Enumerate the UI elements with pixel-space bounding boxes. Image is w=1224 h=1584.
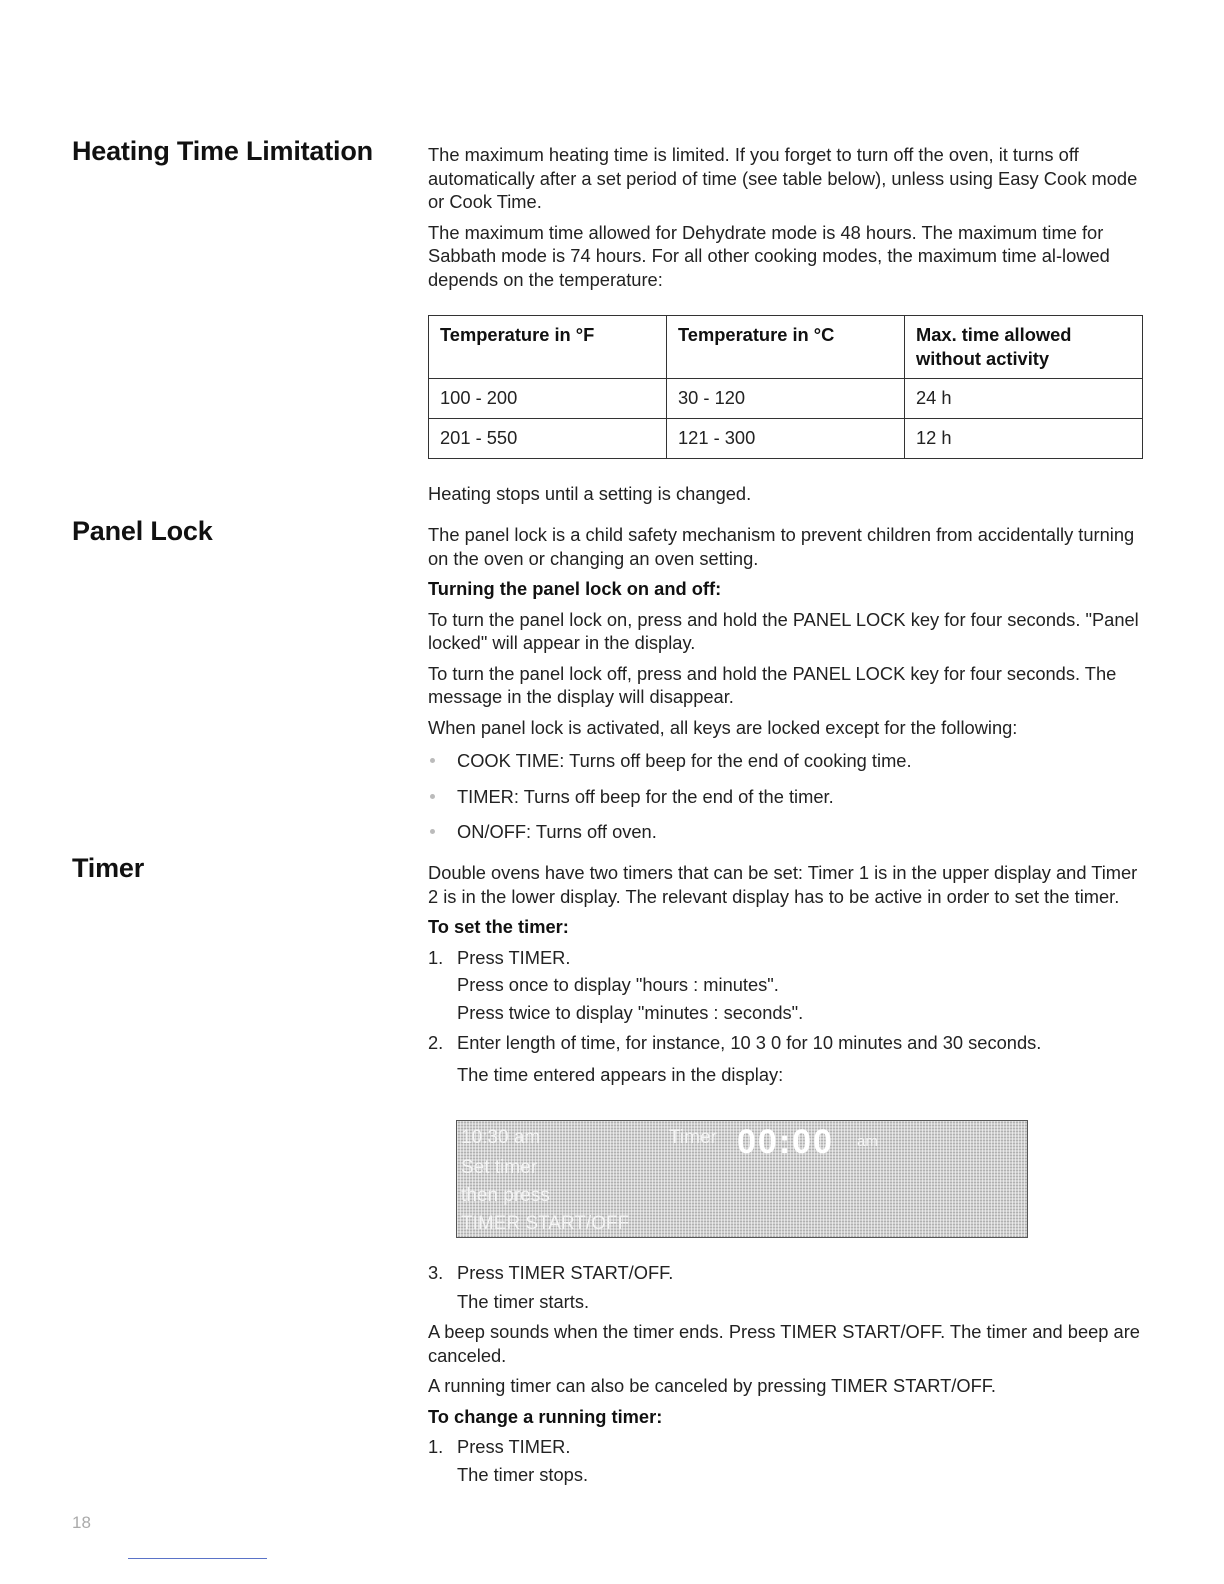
step-number: 1. bbox=[428, 946, 444, 968]
step-text: Enter length of time, for instance, 10 3 0 for 10 minutes and 30 seconds. bbox=[457, 1032, 1042, 1053]
heading-heating-time-limitation: Heating Time Limitation bbox=[72, 136, 373, 166]
panel-lock-paragraph-4: When panel lock is activated, all keys are locked except for the following: bbox=[428, 716, 1018, 738]
timer-step-2-detail: The time entered appears in the display: bbox=[457, 1063, 784, 1085]
table-cell: 12 h bbox=[905, 419, 1143, 459]
timer-step-1-detail-a: Press once to display "hours : minutes". bbox=[457, 974, 779, 995]
list-item bbox=[428, 785, 1144, 809]
heating-stops-note: Heating stops until a setting is changed. bbox=[428, 483, 752, 504]
panel-lock-exceptions-list bbox=[428, 749, 1144, 844]
timer-change-step-1-detail: The timer stops. bbox=[457, 1463, 589, 1485]
step-number: 2. bbox=[428, 1032, 444, 1053]
heading-panel-lock: Panel Lock bbox=[72, 516, 213, 546]
list-item-text: TIMER: Turns off beep for the end of the timer. bbox=[457, 785, 834, 807]
list-item bbox=[428, 820, 1144, 844]
timer-subheading-change: To change a running timer: bbox=[428, 1405, 663, 1427]
table-cell: 100 - 200 bbox=[429, 379, 667, 419]
timer-subheading-set: To set the timer: bbox=[428, 916, 569, 937]
step-number: 1. bbox=[428, 1436, 444, 1457]
timer-step-3-detail: The timer starts. bbox=[457, 1290, 590, 1312]
oven-display-illustration bbox=[456, 1120, 1028, 1238]
list-item-text: COOK TIME: Turns off beep for the end of cooking time. bbox=[457, 750, 912, 771]
list-item bbox=[428, 749, 1144, 773]
panel-lock-paragraph-1: The panel lock is a child safety mechanism to prevent children from accidentally turning on the oven or changing an oven setting. bbox=[428, 524, 1135, 569]
panel-lock-subheading: Turning the panel lock on and off: bbox=[428, 578, 722, 599]
step-text: Press TIMER. bbox=[457, 946, 571, 968]
table-header-max-time: Max. time allowed without activity bbox=[905, 316, 1143, 379]
table-header-row bbox=[429, 316, 1143, 379]
table-cell: 121 - 300 bbox=[667, 419, 905, 459]
display-line-timer-start-off: TIMER START/OFF bbox=[461, 1213, 630, 1234]
panel-lock-paragraph-2: To turn the panel lock on, press and hold the PANEL LOCK key for four seconds. "Panel locked" will appear in the display. bbox=[428, 608, 1139, 653]
heading-timer: Timer bbox=[72, 853, 145, 883]
bullet-dot-icon bbox=[430, 794, 435, 799]
heating-after-table bbox=[428, 482, 1144, 506]
table-row bbox=[429, 419, 1143, 459]
display-line-set-timer: Set timer bbox=[461, 1157, 538, 1178]
timer-text-block-2 bbox=[428, 1261, 1144, 1486]
table-header-celsius: Temperature in °C bbox=[667, 316, 905, 379]
panel-lock-text-block bbox=[428, 523, 1144, 844]
timer-paragraph-1: Double ovens have two timers that can be set: Timer 1 is in the upper display and Timer 2 is in the lower display. The relevant display has to be active in order to set the timer. bbox=[428, 862, 1138, 907]
display-timer-label: Timer bbox=[669, 1127, 717, 1148]
timer-step-1-detail-b: Press twice to display "minutes : seconds". bbox=[457, 1001, 804, 1023]
panel-lock-paragraph-3: To turn the panel lock off, press and hold the PANEL LOCK key for four seconds. The message in the display will disappear. bbox=[428, 662, 1117, 707]
display-clock: 10:30 am bbox=[461, 1127, 541, 1148]
timer-step-1 bbox=[428, 946, 1144, 970]
table-cell: 30 - 120 bbox=[667, 379, 905, 419]
bullet-dot-icon bbox=[430, 758, 435, 763]
step-text: Press TIMER. bbox=[457, 1436, 571, 1457]
heating-paragraph-1: The maximum heating time is limited. If you forget to turn off the oven, it turns off automatically after a set period of time (see table below), unless using Easy Cook mode or Cook Time. bbox=[428, 144, 1138, 212]
timer-paragraph-2: A beep sounds when the timer ends. Press TIMER START/OFF. The timer and beep are canceled. bbox=[428, 1321, 1140, 1366]
display-time-readout: 00:00 bbox=[737, 1123, 834, 1161]
display-line-then-press: then press bbox=[461, 1185, 550, 1206]
timer-step-3 bbox=[428, 1261, 1144, 1285]
heating-text-block bbox=[428, 143, 1144, 291]
footer-divider bbox=[128, 1558, 267, 1559]
page-number: 18 bbox=[72, 1513, 91, 1532]
timer-paragraph-3: A running timer can also be canceled by pressing TIMER START/OFF. bbox=[428, 1375, 996, 1396]
table-cell: 24 h bbox=[905, 379, 1143, 419]
table-cell: 201 - 550 bbox=[429, 419, 667, 459]
timer-step-2 bbox=[428, 1031, 1144, 1055]
table-header-fahrenheit: Temperature in °F bbox=[429, 316, 667, 379]
timer-change-step-1 bbox=[428, 1435, 1144, 1459]
list-item-text: ON/OFF: Turns off oven. bbox=[457, 821, 657, 842]
heating-paragraph-2: The maximum time allowed for Dehydrate mode is 48 hours. The maximum time for Sabbath mode is 74 hours. For all other cooking modes, the maximum time al-lowed depends on the temperature: bbox=[428, 221, 1110, 290]
timer-text-block-1 bbox=[428, 861, 1144, 1086]
step-text: Press TIMER START/OFF. bbox=[457, 1262, 674, 1283]
bullet-dot-icon bbox=[430, 829, 435, 834]
table-row bbox=[429, 379, 1143, 419]
display-am-indicator: am bbox=[857, 1133, 878, 1150]
step-number: 3. bbox=[428, 1262, 444, 1283]
heating-time-table bbox=[428, 315, 1143, 459]
